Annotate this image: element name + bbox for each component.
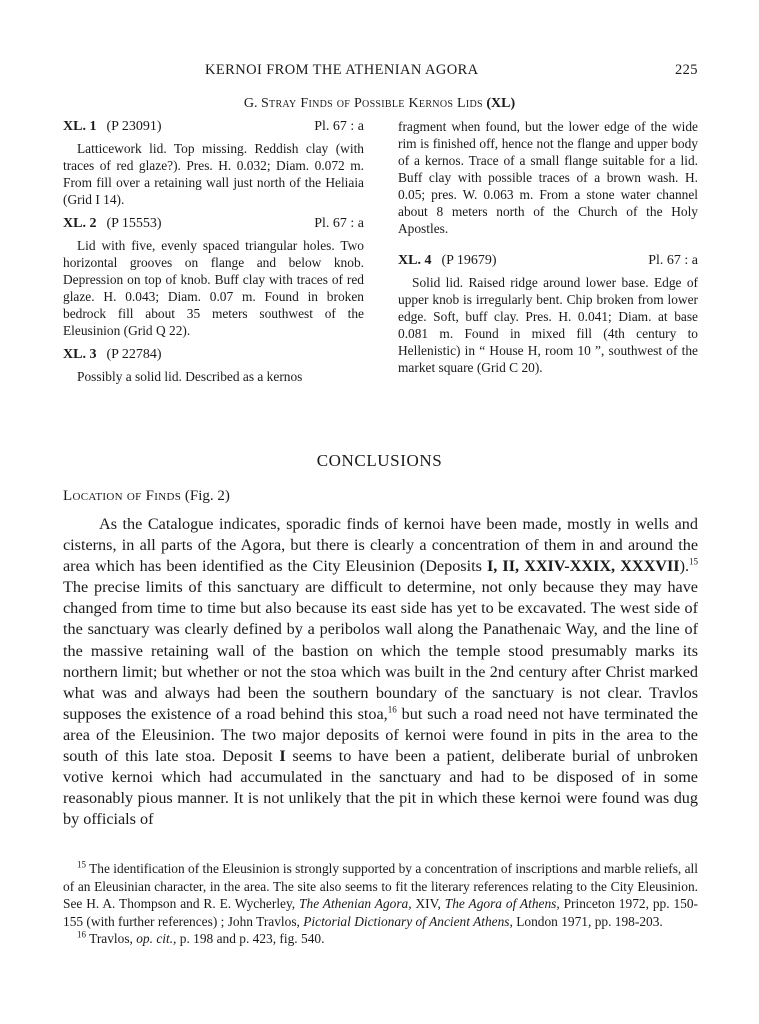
entry-number: XL. 2 — [63, 216, 97, 231]
entry-text: Latticework lid. Top missing. Reddish clay (with traces of red glaze?). Pres. H. 0.032; Diam. 0.072 m. From fill over a retaining wall just north of the Heliaia (Grid I 14). — [63, 141, 364, 207]
deposit-i: I — [279, 747, 286, 766]
footnote-15: $^{15}$ The identification of the Eleusinion is strongly supported by a concentration of inscriptions and marble reliefs, all of an Eleusinian character, in the area. The site also seems to fit the literary references relating to the City Eleusinion. See H. A. Thompson and R. E. Wycherley, The Athenian Agora, XIV, The Agora of Athens, Princeton 1972, pp. 150-155 (with further references) ; John Travlos, Pictorial Dictionary of Ancient Athens, London 1971, pp. 198-203. — [63, 859, 698, 929]
footnote-number: 15 — [77, 859, 86, 870]
entry-inventory: (P 15553) — [106, 216, 162, 231]
entry-heading — [63, 346, 364, 363]
footnote-ref-15[interactable]: 15 — [689, 556, 698, 567]
entry-heading — [63, 215, 364, 232]
location-ref: (Fig. 2) — [184, 488, 230, 504]
footnote-ref-16[interactable]: 16 — [387, 704, 397, 715]
catalogue-entry — [63, 118, 364, 208]
catalogue-entry — [63, 215, 364, 339]
entry-inventory: (P 23091) — [106, 119, 162, 134]
conclusions-heading: CONCLUSIONS — [316, 451, 443, 470]
catalogue-right-column — [398, 118, 698, 383]
entry-plate: Pl. 67 : a — [314, 216, 364, 231]
entry-text: Possibly a solid lid. Described as a kernos — [77, 369, 303, 384]
entry-heading — [63, 118, 364, 135]
entry-number: XL. 3 — [63, 347, 97, 362]
body-paragraph: As the Catalogue indicates, sporadic finds of kernoi have been made, mostly in wells and cisterns, in all parts of the Agora, but there is clearly a concentration of them in and around the area which has been identified as the City Eleusinion (Deposits I, II, XXIV-XXIX, XXXVII).$^{15}$ The precise limits of this sanctuary are difficult to determine, not only because they may have changed from time to time but also because its east side has yet to be excavated. The west side of the sanctuary was clearly defined by a peribolos wall along the Panathenaic Way, and the line of the massive retaining wall of the bastion on which the temple stood presumably marks its northern limit; but whether or not the stoa which was built in the 2nd century after Christ marked what was and always had been the southern boundary of the sanctuary is not clear. Travlos supposes the existence of a road behind this stoa,$^{16}$ but such a road need not have terminated the area of the Eleusinion. The two major deposits of kernoi were found in pits in the area to the south of this late stoa. Deposit I seems to have been a patient, deliberate burial of unbroken votive kernoi which had accumulated in the sanctuary and had to be disposed of in some reasonably pious manner. It is not unlikely that the pit in which these kernoi were found was dug by officials of — [63, 515, 698, 829]
entry-text: Solid lid. Raised ridge around lower base. Edge of upper knob is irregularly bent. Chip broken from lower edge. Soft, buff clay. Pres. H. 0.041; Diam. at base 0.081 m. Found in mixed fill (4th century to Hellenistic) in “ House H, room 10 ”, southwest of the market square (Grid C 20). — [398, 275, 698, 375]
entry-plate: Pl. 67 : a — [314, 119, 364, 134]
catalogue-left-column — [63, 118, 364, 392]
catalogue-entry — [63, 346, 364, 385]
location-heading — [63, 488, 230, 505]
entry-number: XL. 1 — [63, 119, 97, 134]
entry-inventory: (P 22784) — [106, 347, 162, 362]
entry-inventory: (P 19679) — [441, 253, 497, 268]
footnotes — [63, 860, 698, 948]
location-label: Location of Finds — [63, 488, 182, 504]
deposit-list: I, II, XXIV-XXIX, XXXVII — [486, 557, 680, 576]
section-title: Stray Finds of Possible Kernos Lids — [260, 96, 483, 111]
page-number: 225 — [675, 62, 698, 78]
catalogue-entry — [398, 252, 698, 376]
running-title: KERNOI FROM THE ATHENIAN AGORA — [205, 62, 479, 78]
entry-text-continued: fragment when found, but the lower edge of the wide rim is finished off, hence not the flange and upper body of a kernos. Trace of a small flange suitable for a lid. Buff clay with possible traces of a brown wash. H. 0.05; pres. W. 0.063 m. From a stone water channel about 8 meters north of the Church of the Holy Apostles. — [398, 119, 698, 236]
entry-heading — [398, 252, 698, 269]
entry-text: Lid with five, evenly spaced triangular holes. Two horizontal grooves on flange and below knob. Depression on top of knob. Buff clay with traces of red glaze. H. 0.043; Diam. 0.07 m. Found in broken bedrock fill about 35 meters southwest of the Eleusinion (Grid Q 22). — [63, 238, 364, 338]
entry-number: XL. 4 — [398, 253, 432, 268]
footnote-number: 16 — [77, 929, 86, 940]
entry-plate: Pl. 67 : a — [648, 253, 698, 268]
section-code: (XL) — [486, 96, 516, 111]
section-heading — [0, 96, 759, 112]
footnote-16: $^{16}$ Travlos, op. cit., p. 198 and p. 423, fig. 540. — [77, 929, 325, 946]
section-letter: G. — [243, 96, 258, 111]
